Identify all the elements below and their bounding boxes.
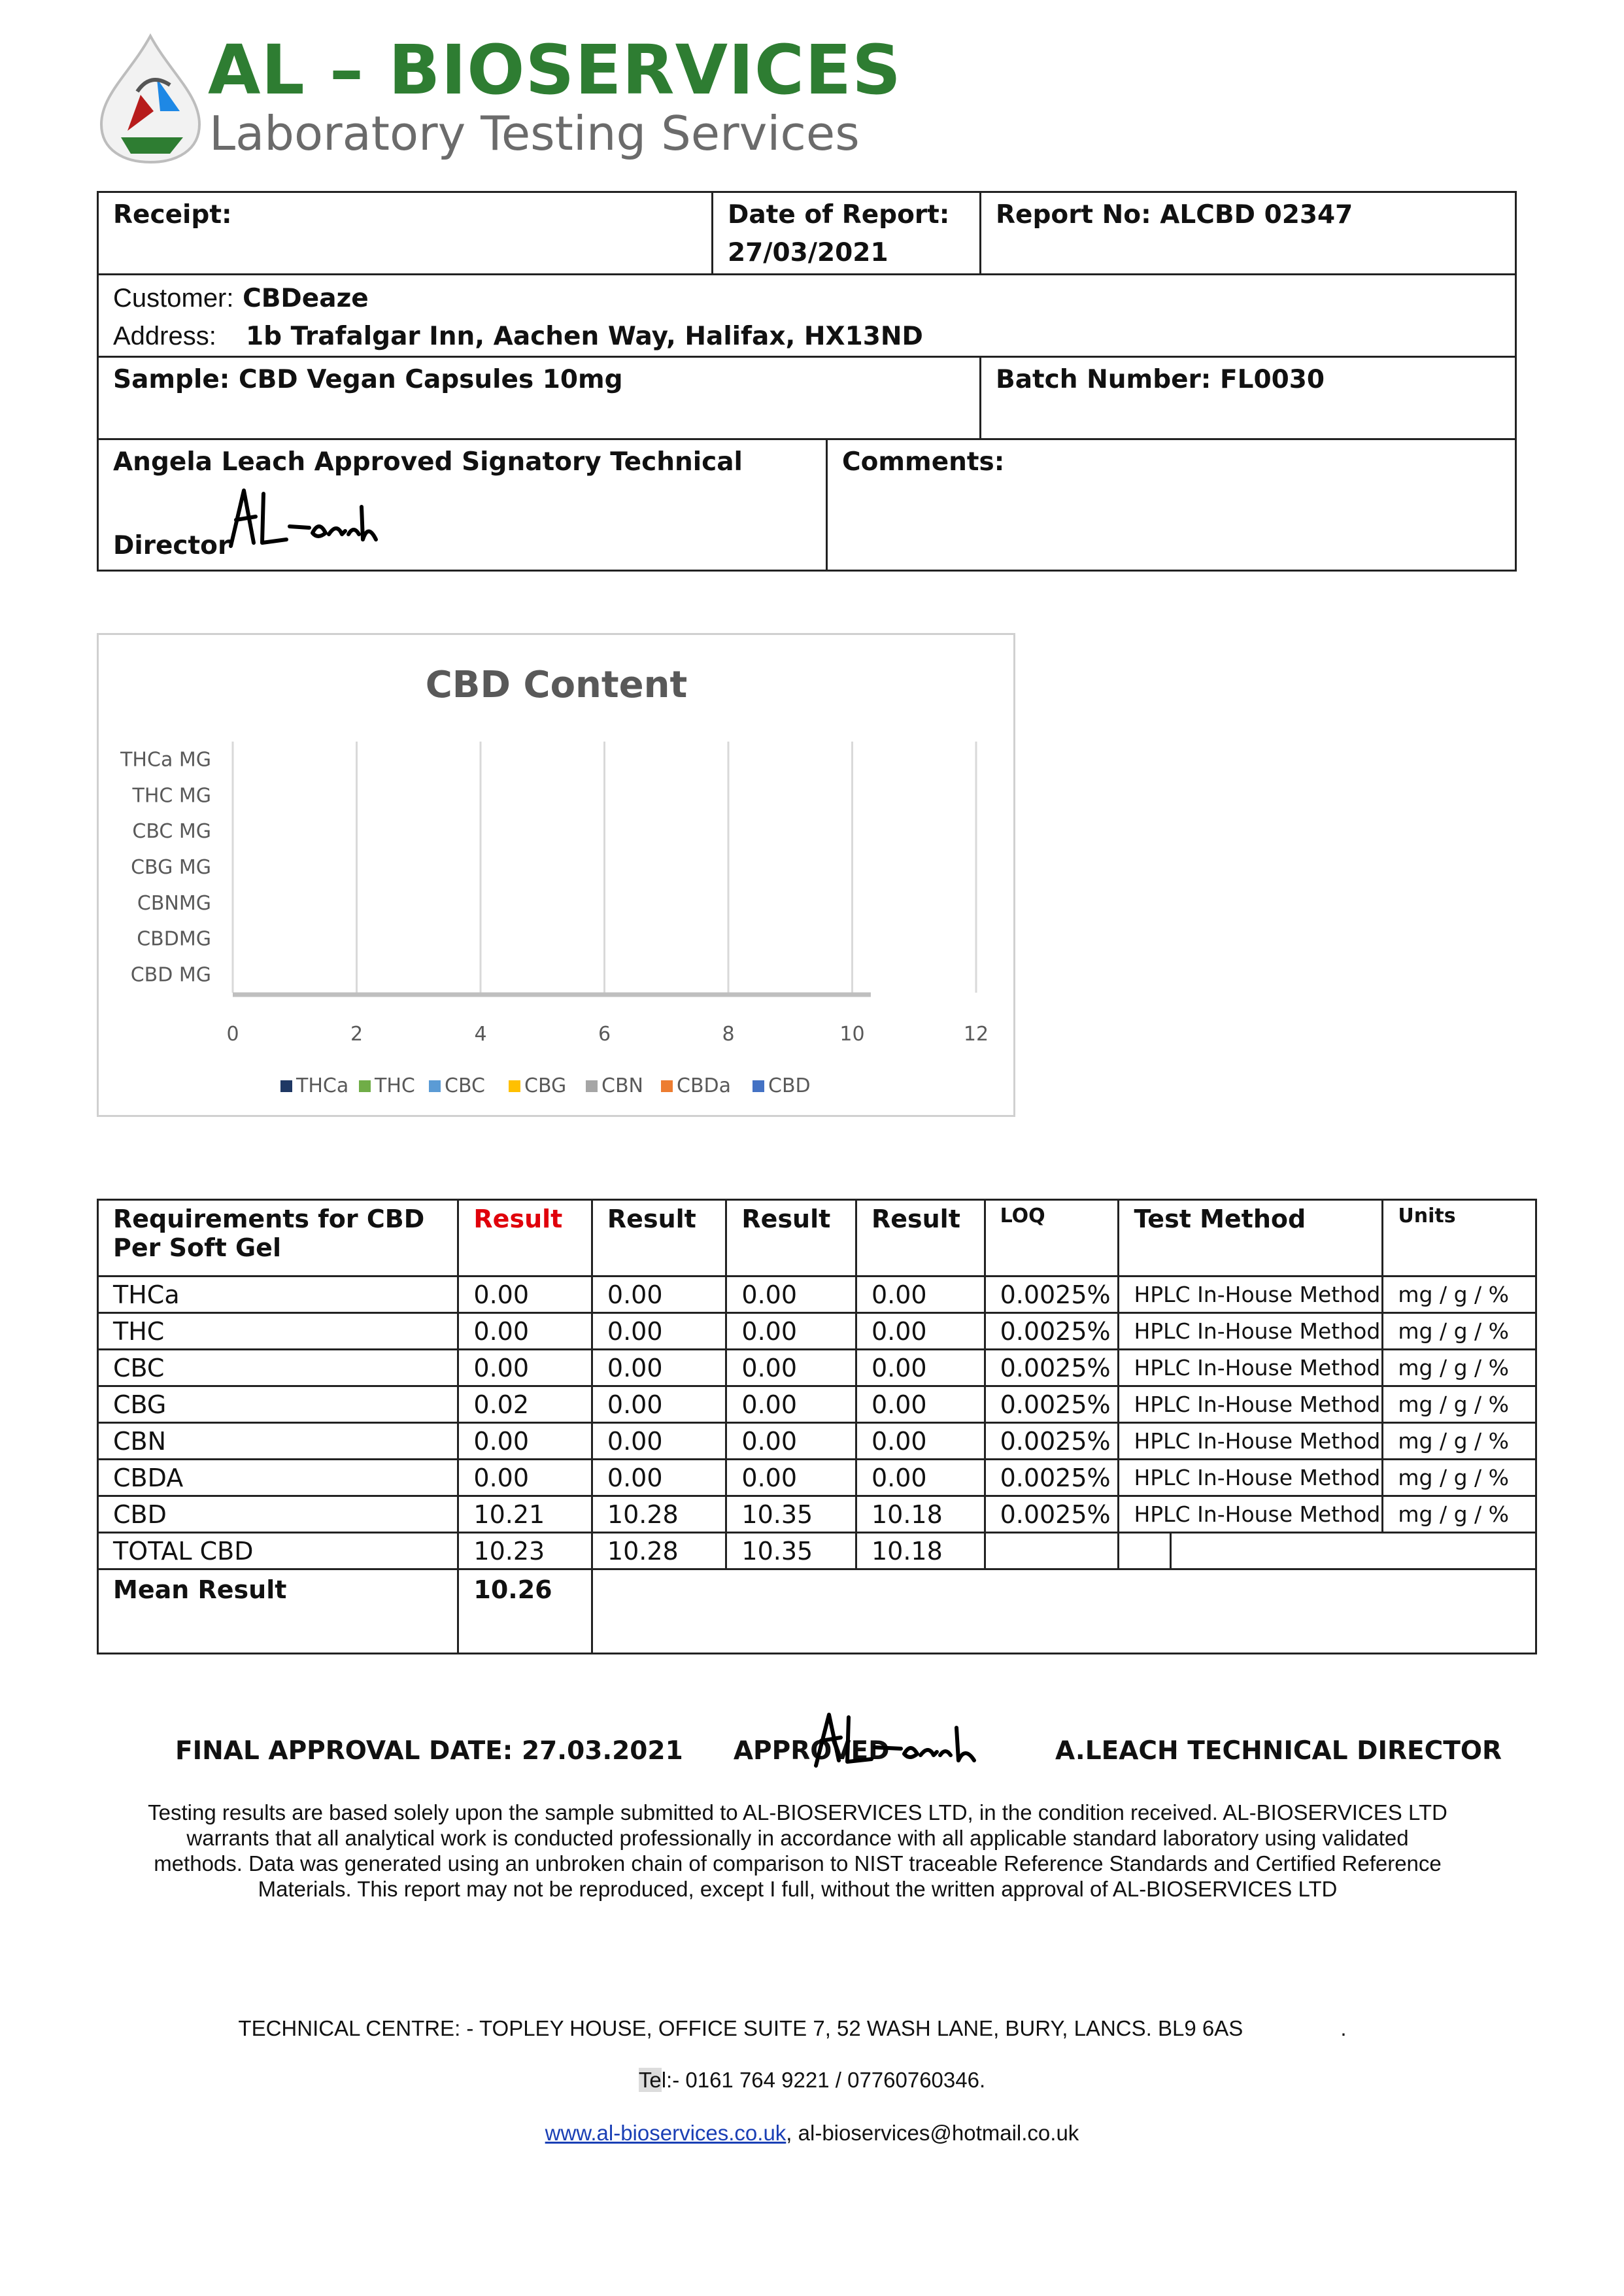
result3-value: 0.00	[726, 1313, 856, 1350]
method-header: Test Method	[1119, 1200, 1383, 1277]
result4-header: Result	[856, 1200, 985, 1277]
chart-category-label: THC MG	[132, 784, 211, 808]
approval-signature-image	[809, 1708, 999, 1770]
comments-label: Comments:	[842, 447, 1005, 477]
report-number-cell	[979, 191, 1517, 275]
result3-value: 0.00	[726, 1460, 856, 1496]
result3-header: Result	[726, 1200, 856, 1277]
table-row	[98, 1350, 1536, 1386]
customer-line	[113, 279, 369, 318]
loq-value: 0.0025%	[985, 1423, 1119, 1460]
signatory-cell	[97, 438, 828, 572]
table-row	[98, 1460, 1536, 1496]
legend-label-cbc: CBC	[445, 1074, 485, 1097]
analyte-name: THC	[98, 1313, 458, 1350]
company-logo	[92, 33, 209, 163]
chart-category-label: CBD MG	[130, 963, 211, 987]
method-value: HPLC In-House Method	[1119, 1277, 1383, 1313]
result4-value: 0.00	[856, 1460, 985, 1496]
sample-cell	[97, 356, 981, 440]
units-value: mg / g / %	[1383, 1313, 1536, 1350]
date-label: Date of Report:	[728, 200, 950, 230]
legend-label-thc: THC	[375, 1074, 415, 1097]
company-name: AL – BIOSERVICES	[208, 30, 902, 110]
mean-value: 10.26	[458, 1569, 592, 1654]
loq-header: LOQ	[985, 1200, 1119, 1277]
result1-value: 0.00	[458, 1313, 592, 1350]
footer-address-line	[0, 2016, 1624, 2041]
chart-category-label: CBG MG	[131, 856, 211, 879]
report-number: Report No: ALCBD 02347	[996, 200, 1353, 230]
loq-value: 0.0025%	[985, 1277, 1119, 1313]
table-row	[98, 1313, 1536, 1350]
units-value: mg / g / %	[1383, 1386, 1536, 1423]
date-cell	[711, 191, 981, 275]
units-value: mg / g / %	[1383, 1277, 1536, 1313]
method-value: HPLC In-House Method	[1119, 1350, 1383, 1386]
result1-value: 0.02	[458, 1386, 592, 1423]
legend-swatch-thca	[280, 1080, 292, 1092]
loq-value: 0.0025%	[985, 1460, 1119, 1496]
footer-contact-line	[0, 2121, 1624, 2146]
method-value: HPLC In-House Method	[1119, 1386, 1383, 1423]
customer-label: Customer:	[113, 284, 234, 313]
chart-x-tick-labels	[226, 1023, 989, 1046]
requirements-header-line2: Per Soft Gel	[113, 1233, 281, 1262]
table-row	[98, 1386, 1536, 1423]
result2-value: 0.00	[592, 1460, 726, 1496]
requirements-header	[98, 1200, 458, 1277]
legend-swatch-thc	[359, 1080, 371, 1092]
mean-row	[98, 1569, 1536, 1654]
units-value: mg / g / %	[1383, 1350, 1536, 1386]
receipt-label: Receipt:	[113, 200, 232, 230]
results-table	[97, 1199, 1537, 1654]
address-value: 1b Trafalgar Inn, Aachen Way, Halifax, HX13ND	[246, 322, 923, 351]
total-result1: 10.23	[458, 1533, 592, 1569]
chart-category-label: CBNMG	[137, 891, 211, 915]
address-label: Address:	[113, 322, 216, 351]
chart-category-labels	[120, 748, 211, 986]
result4-value: 0.00	[856, 1386, 985, 1423]
customer-value: CBDeaze	[243, 284, 369, 313]
loq-value: 0.0025%	[985, 1496, 1119, 1533]
legend-label-cbg: CBG	[524, 1074, 567, 1097]
footer-tel-line	[0, 2068, 1624, 2093]
result2-value: 10.28	[592, 1496, 726, 1533]
result2-header: Result	[592, 1200, 726, 1277]
sample-name: Sample: CBD Vegan Capsules 10mg	[113, 365, 623, 394]
comments-cell	[826, 438, 1517, 572]
signatory-text: Angela Leach Approved Signatory Technical	[113, 447, 743, 477]
method-value: HPLC In-House Method	[1119, 1423, 1383, 1460]
result1-value: 0.00	[458, 1460, 592, 1496]
result3-value: 0.00	[726, 1277, 856, 1313]
result2-value: 0.00	[592, 1350, 726, 1386]
legend-label-cbd: CBD	[768, 1074, 811, 1097]
chart-gridlines	[233, 742, 976, 995]
website-link[interactable]: www.al-bioservices.co.uk	[545, 2121, 787, 2145]
legend-swatch-cbd	[753, 1080, 764, 1092]
batch-cell	[979, 356, 1517, 440]
signature-image	[224, 481, 394, 553]
legend-label-thca: THCa	[296, 1074, 349, 1097]
footer-email-separator: ,	[786, 2121, 792, 2145]
method-value: HPLC In-House Method	[1119, 1460, 1383, 1496]
loq-value: 0.0025%	[985, 1350, 1119, 1386]
company-tagline: Laboratory Testing Services	[209, 106, 860, 161]
total-method-empty	[1119, 1533, 1536, 1569]
analyte-name: CBN	[98, 1423, 458, 1460]
analyte-name: CBC	[98, 1350, 458, 1386]
total-label: TOTAL CBD	[98, 1533, 458, 1569]
units-value: mg / g / %	[1383, 1496, 1536, 1533]
requirements-header-line1: Requirements for CBD	[113, 1205, 425, 1233]
results-body	[98, 1277, 1536, 1533]
result1-value: 10.21	[458, 1496, 592, 1533]
legend-swatch-cbda	[661, 1080, 673, 1092]
result4-value: 0.00	[856, 1423, 985, 1460]
loq-value: 0.0025%	[985, 1386, 1119, 1423]
result4-value: 10.18	[856, 1496, 985, 1533]
total-result4: 10.18	[856, 1533, 985, 1569]
analyte-name: CBDA	[98, 1460, 458, 1496]
table-row	[98, 1496, 1536, 1533]
table-row	[98, 1277, 1536, 1313]
total-loq-empty	[985, 1533, 1119, 1569]
analyte-name: THCa	[98, 1277, 458, 1313]
results-header-row	[98, 1200, 1536, 1277]
units-header: Units	[1383, 1200, 1536, 1277]
final-approval-date: FINAL APPROVAL DATE: 27.03.2021	[175, 1736, 683, 1766]
total-result3: 10.35	[726, 1533, 856, 1569]
result2-value: 0.00	[592, 1386, 726, 1423]
signatory-role: Director	[113, 531, 231, 560]
result3-value: 0.00	[726, 1350, 856, 1386]
loq-value: 0.0025%	[985, 1313, 1119, 1350]
result2-value: 0.00	[592, 1277, 726, 1313]
method-value: HPLC In-House Method	[1119, 1496, 1383, 1533]
units-value: mg / g / %	[1383, 1423, 1536, 1460]
result4-value: 0.00	[856, 1313, 985, 1350]
date-value: 27/03/2021	[728, 238, 888, 267]
chart-x-tick-label: 0	[226, 1023, 239, 1046]
footer-tel-prefix: Te	[638, 2068, 662, 2092]
result3-value: 10.35	[726, 1496, 856, 1533]
address-line	[113, 317, 923, 356]
result3-value: 0.00	[726, 1386, 856, 1423]
receipt-cell	[97, 191, 713, 275]
footer-tel: l:- 0161 764 9221 / 07760760346.	[661, 2068, 986, 2092]
legend-swatch-cbn	[586, 1080, 598, 1092]
total-row	[98, 1533, 1536, 1569]
analyte-name: CBG	[98, 1386, 458, 1423]
chart-title: CBD Content	[425, 664, 688, 706]
units-value: mg / g / %	[1383, 1460, 1536, 1496]
total-result2: 10.28	[592, 1533, 726, 1569]
customer-cell	[97, 273, 1517, 358]
chart-category-label: CBDMG	[137, 927, 211, 951]
result4-value: 0.00	[856, 1350, 985, 1386]
footer-address: TECHNICAL CENTRE: - TOPLEY HOUSE, OFFICE SUITE 7, 52 WASH LANE, BURY, LANCS. BL9 6AS	[238, 2016, 1243, 2040]
result3-value: 0.00	[726, 1423, 856, 1460]
chart-category-label: THCa MG	[120, 748, 211, 772]
recycle-droplet-logo-icon	[92, 33, 209, 163]
batch-number: Batch Number: FL0030	[996, 365, 1325, 394]
cbd-content-chart	[97, 633, 1015, 1117]
analyte-name: CBD	[98, 1496, 458, 1533]
result2-value: 0.00	[592, 1313, 726, 1350]
chart-category-label: CBC MG	[132, 820, 211, 844]
footer-email: al-bioservices@hotmail.co.uk	[798, 2121, 1079, 2145]
result1-header: Result	[458, 1200, 592, 1277]
chart-x-tick-label: 4	[474, 1023, 487, 1046]
approved-label: APPROVED	[733, 1736, 890, 1766]
footer-address-dot: .	[1340, 2016, 1347, 2040]
result1-value: 0.00	[458, 1277, 592, 1313]
approver-name: A.LEACH TECHNICAL DIRECTOR	[1055, 1736, 1502, 1766]
legend-swatch-cbg	[509, 1080, 520, 1092]
chart-legend	[280, 1074, 811, 1097]
mean-empty	[592, 1569, 1536, 1654]
legend-label-cbn: CBN	[601, 1074, 643, 1097]
legend-swatch-cbc	[429, 1080, 441, 1092]
table-row	[98, 1423, 1536, 1460]
result2-value: 0.00	[592, 1423, 726, 1460]
method-value: HPLC In-House Method	[1119, 1313, 1383, 1350]
chart-x-tick-label: 12	[963, 1023, 989, 1046]
result1-value: 0.00	[458, 1350, 592, 1386]
chart-x-tick-label: 8	[722, 1023, 735, 1046]
result4-value: 0.00	[856, 1277, 985, 1313]
approval-line	[175, 1736, 890, 1766]
chart-x-tick-label: 10	[839, 1023, 865, 1046]
mean-label: Mean Result	[98, 1569, 458, 1654]
result1-value: 0.00	[458, 1423, 592, 1460]
legend-label-cbda: CBDa	[677, 1074, 732, 1097]
disclaimer-text: Testing results are based solely upon the sample submitted to AL-BIOSERVICES LTD, in the condition received. AL-BIOSERVICES LTD warrants that all analytical work is conducted professionally in accordance with all applicable standard laboratory using validated methods. Data was generated using an unbroken chain of comparison to NIST traceable Reference Standards and Certified Reference Materials. This report may not be reproduced, except I full, without the written approval of AL-BIOSERVICES LTD	[148, 1800, 1447, 1901]
chart-x-tick-label: 6	[598, 1023, 611, 1046]
chart-canvas	[99, 635, 1014, 1116]
chart-x-tick-label: 2	[350, 1023, 364, 1046]
